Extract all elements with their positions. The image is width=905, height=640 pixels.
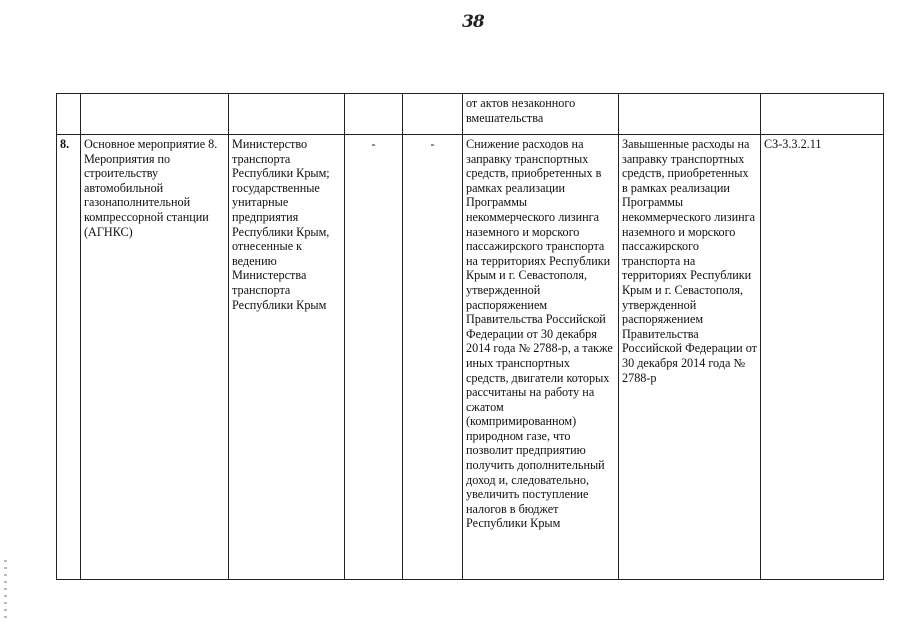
end-date: - bbox=[403, 135, 463, 580]
start-date: - bbox=[345, 135, 403, 580]
event-name: Основное мероприятие 8. Мероприятия по строительству автомобильной газонаполнительной компрессорной станции (АГНКС) bbox=[81, 135, 229, 580]
indicator-link: СЗ-3.3.2.11 bbox=[761, 135, 884, 580]
cell-expected-result: от актов незаконного вмешательства bbox=[463, 94, 619, 135]
responsible-executor: Министерство транспорта Республики Крым; государственные унитарные предприятия Республики Крым, отнесенные к ведению Министерства транспорта Республики Крым bbox=[229, 135, 345, 580]
program-events-table bbox=[56, 93, 884, 580]
cell-link bbox=[761, 94, 884, 135]
cell-consequences bbox=[619, 94, 761, 135]
consequences-of-non-implementation: Завышенные расходы на заправку транспортных средств, приобретенных в рамках реализации Программы некоммерческого лизинга наземного и морского пассажирского транспорта на территориях Республики Крым и г. Севастополя, утвержденной распоряжением Правительства Российской Федерации от 30 декабря 2014 года № 2788-р bbox=[619, 135, 761, 580]
cell-start bbox=[345, 94, 403, 135]
cell-end bbox=[403, 94, 463, 135]
table-row-continuation bbox=[57, 94, 884, 135]
expected-result: Снижение расходов на заправку транспортных средств, приобретенных в рамках реализации Программы некоммерческого лизинга наземного и морского пассажирского транспорта на территориях Республики Крым и г. Севастополя, утвержденной распоряжением Правительства Российской Федерации от 30 декабря 2014 года № 2788-р, а также иных транспортных средств, двигатели которых рассчитаны на работу на сжатом (компримированном) природном газе, что позволит предприятию получить дополнительный доход и, следовательно, увеличить поступление налогов в бюджет Республики Крым bbox=[463, 135, 619, 580]
page-number: 38 bbox=[462, 12, 484, 32]
cell-executor bbox=[229, 94, 345, 135]
cell-event bbox=[81, 94, 229, 135]
cell-number bbox=[57, 94, 81, 135]
scan-artifact bbox=[4, 560, 7, 620]
row-number: 8. bbox=[57, 135, 81, 580]
table-row-8 bbox=[57, 135, 884, 580]
